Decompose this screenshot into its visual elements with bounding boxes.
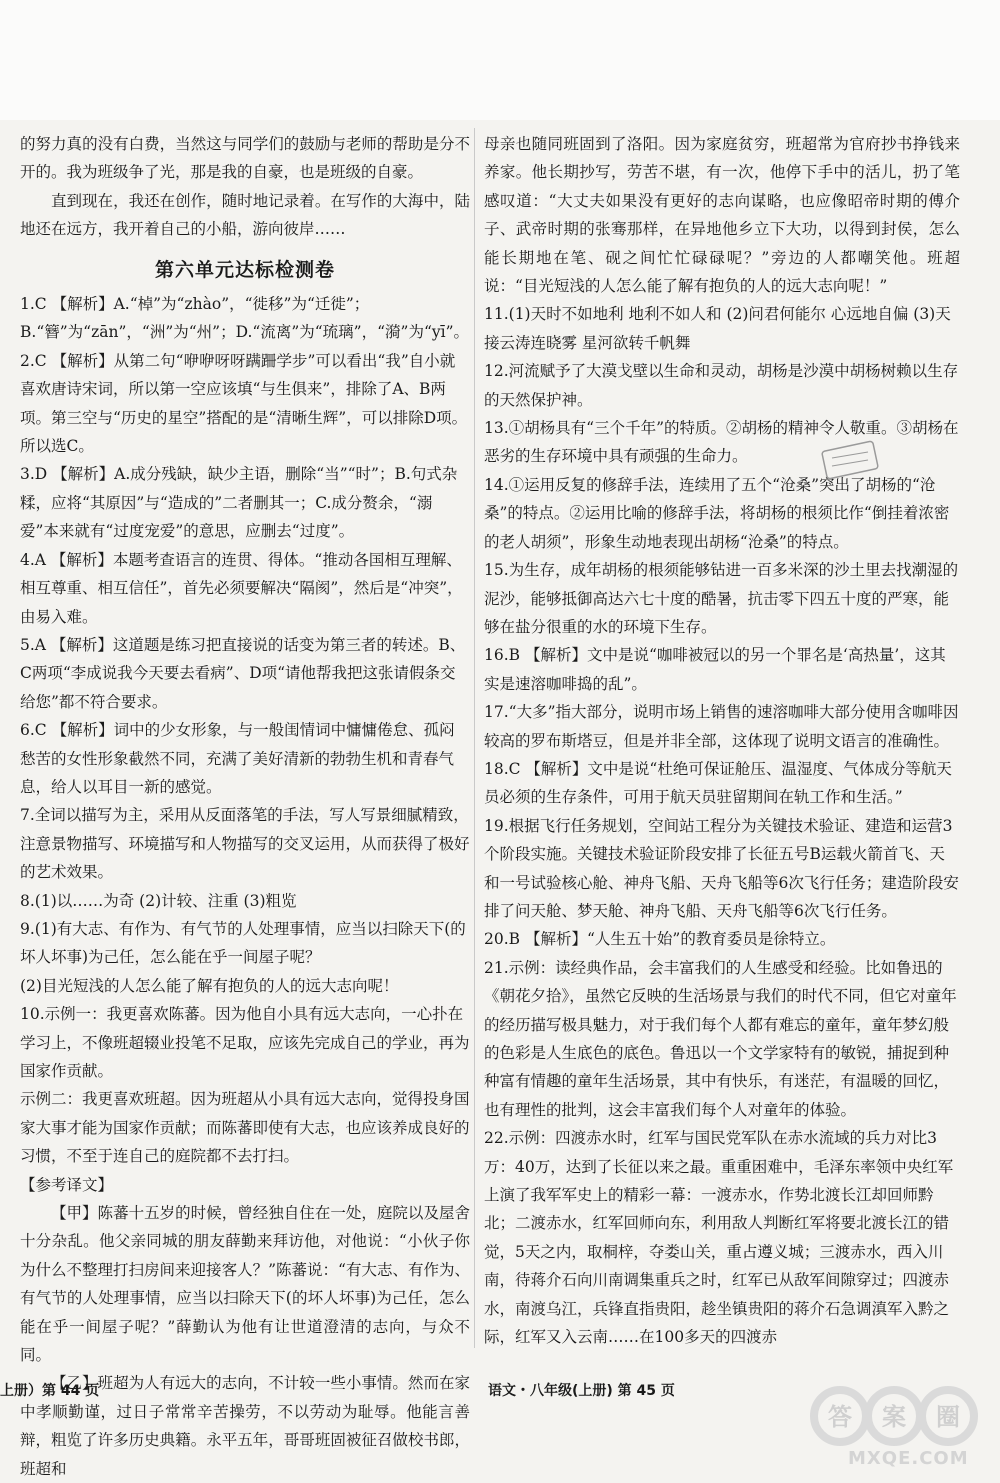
svg-text:案: 案 bbox=[882, 1403, 906, 1431]
answer-item: 10.示例一：我更喜欢陈蕃。因为他自小具有远大志向，一心扑在学习上，不像班超辍业投笔不足取，应该先完成自己的学业，再为国家作贡献。 bbox=[20, 1005, 470, 1080]
answer-item: 1.C 【解析】A.“棹”为“zhào”，“徙移”为“迁徙”；B.“簪”为“zān”，“洲”为“州”；D.“流离”为“琉璃”，“漪”为“yī”。 bbox=[20, 295, 470, 342]
answer-item: (2)目光短浅的人怎么能了解有抱负的人的远大志向呢！ bbox=[20, 976, 399, 995]
answer-item: 12.河流赋予了大漠戈壁以生命和灵动，胡杨是沙漠中胡杨树赖以生存的天然保护神。 bbox=[484, 362, 959, 409]
answer-item: 8.(1)以……为奇 (2)计较、注重 (3)粗览 bbox=[20, 891, 297, 910]
answer-item: 7.全词以描写为主，采用从反面落笔的手法，写人写景细腻精致，注意景物描写、环境描写和人物描写的交叉运用，从而获得了极好的艺术效果。 bbox=[20, 806, 470, 882]
answer-item: 21.示例：读经典作品，会丰富我们的人生感受和经验。比如鲁迅的《朝花夕拾》，虽然它反映的生活场景与我们的时代不同，但它对童年的经历描写极具魅力，对于我们每个人都有难忘的童年，童年梦幻般的色彩是人生底色的底色。鲁迅以一个文学家特有的敏锐，捕捉到种种富有情趣的童年生活场景，其中有快乐，有迷茫，有温暖的回忆，也有理性的批判，这会丰富我们每个人对童年的体验。 bbox=[484, 958, 957, 1119]
translation-paragraph: 【甲】陈蕃十五岁的时候，曾经独自住在一处，庭院以及屋舍十分杂乱。他父亲同城的朋友薛勤来拜访他，对他说：“小伙子你为什么不整理打扫房间来迎接客人？”陈蕃说：“有大志、有作为、有气节的人处理事情，应当以扫除天下(的坏人坏事)为己任，怎么能在乎一间屋子呢？”薛勤认为他有让世道澄清的志向，与众不同。 bbox=[20, 1204, 470, 1365]
answer-item: 19.根据飞行任务规划，空间站工程分为关键技术验证、建造和运营3个阶段实施。关键技术验证阶段安排了长征五号B运载火箭首飞、天和一号试验核心舱、神舟飞船、天舟飞船等6次飞行任务；建造阶段安排了问天舱、梦天舱、神舟飞船、天舟飞船等6次飞行任务。 bbox=[484, 816, 959, 920]
column-divider bbox=[474, 128, 475, 1348]
stamp-mark-icon bbox=[818, 440, 882, 480]
answer-item: 18.C 【解析】文中是说“杜绝可保证舱压、温湿度、气体成分等航天员必须的生存条件，可用于航天员驻留期间在轨工作和生活。” bbox=[484, 759, 952, 807]
svg-text:圈: 圈 bbox=[936, 1403, 960, 1431]
answer-item: 2.C 【解析】从第二句“咿咿呀呀蹒跚学步”可以看出“我”自小就喜欢唐诗宋词，所以第一空应该填“与生俱来”，排除了A、B两项。第三空与“历史的星空”搭配的是“清晰生辉”，可以排除D项。所以选C。 bbox=[20, 351, 468, 456]
answer-item: 9.(1)有大志、有作为、有气节的人处理事情，应当以扫除天下(的坏人坏事)为己任，怎么能在乎一间屋子呢？ bbox=[20, 919, 466, 967]
answer-item: 17.“大多”指大部分，说明市场上销售的速溶咖啡大部分使用含咖啡因较高的罗布斯塔豆，但是并非全部，这体现了说明文语言的准确性。 bbox=[484, 703, 959, 750]
translation-paragraph: 【乙】班超为人有远大的志向，不计较一些小事情。然而在家中孝顺勤谨，过日子常常辛苦操劳，不以劳动为耻辱。他能言善辩，粗览了许多历史典籍。永平五年，哥哥班固被征召做校书郎，班超和 bbox=[20, 1374, 470, 1478]
page-top-margin bbox=[0, 0, 1000, 120]
answer-item: 3.D 【解析】A.成分残缺，缺少主语，删除“当”“时”；B.句式杂糅，应将“其原因”与“造成的”二者删其一；C.成分赘余，“溺爱”本来就有“过度宠爱”的意思，应删去“过度”。 bbox=[20, 465, 458, 541]
intro-paragraph: 的努力真的没有白费，当然这与同学们的鼓励与老师的帮助是分不开的。我为班级争了光，那是我的自豪，也是班级的自豪。 bbox=[20, 135, 470, 182]
page-footer-right: 语文・八年级(上册) 第 45 页 bbox=[488, 1383, 675, 1399]
right-column bbox=[484, 130, 960, 1351]
answer-item: 13.①胡杨具有“三个千年”的特质。②胡杨的精神令人敬重。③胡杨在恶劣的生存环境中具有顽强的生命力。 bbox=[484, 419, 959, 466]
answer-item: 11.(1)天时不如地利 地利不如人和 (2)问君何能尔 心远地自偏 (3)天接云涛连晓雾 星河欲转千帆舞 bbox=[484, 305, 951, 352]
answer-item: 22.示例：四渡赤水时，红军与国民党军队在赤水流域的兵力对比3万：40万，达到了长征以来之最。重重困难中，毛泽东率领中央红军上演了我军军史上的精彩一幕：一渡赤水，作势北渡长江却回师黔北；二渡赤水，红军回师向东，利用敌人判断红军将要北渡长江的错觉，5天之内，取桐梓，夺娄山关，重占遵义城；三渡赤水，西入川南，待蒋介石向川南调集重兵之时，红军已从敌军间隙穿过；四渡赤水，南渡乌江，兵锋直指贵阳，趁坐镇贵阳的蒋介石急调滇军入黔之际，红军又入云南……在100多天的四渡赤 bbox=[484, 1129, 954, 1347]
watermark-text: MXQE.COM bbox=[848, 1448, 969, 1469]
answer-item: 5.A 【解析】这道题是练习把直接说的话变为第三者的转述。B、C两项“李成说我今天要去看病”、D项“请他帮我把这张请假条交给您”都不符合要求。 bbox=[20, 635, 466, 711]
translation-heading: 【参考译文】 bbox=[20, 1175, 114, 1194]
section-title: 第六单元达标检测卷 bbox=[154, 258, 335, 281]
answer-item: 15.为生存，成年胡杨的根须能够钻进一百多米深的沙土里去找潮湿的泥沙，能够抵御高达六七十度的酷暑，抗击零下四五十度的严寒，能够在盐分很重的水的环境下生存。 bbox=[484, 561, 959, 636]
left-column bbox=[20, 130, 470, 1483]
answer-item: 6.C 【解析】词中的少女形象，与一般闺情词中慵慵倦怠、孤闷愁苦的女性形象截然不同，充满了美好清新的勃勃生机和青春气息，给人以耳目一新的感觉。 bbox=[20, 721, 455, 796]
intro-paragraph: 直到现在，我还在创作，随时地记录着。在写作的大海中，陆地还在远方，我开着自己的小船，游向彼岸…… bbox=[20, 191, 470, 239]
answer-item: 16.B 【解析】文中是说“咖啡被冠以的另一个罪名是‘高热量’，这其实是速溶咖啡捣的乱”。 bbox=[484, 646, 946, 693]
svg-text:答: 答 bbox=[828, 1403, 852, 1431]
page-footer-left: 上册）第 44 页 bbox=[0, 1383, 100, 1399]
continuation-paragraph: 母亲也随同班固到了洛阳。因为家庭贫穷，班超常为官府抄书挣钱来养家。他长期抄写，劳苦不堪，有一次，他停下手中的活儿，扔了笔感叹道：“大丈夫如果没有更好的志向谋略，也应像昭帝时期的傅介子、武帝时期的张骞那样，在异地他乡立下大功，以得到封侯，怎么能长期地在笔、砚之间忙忙碌碌呢？”旁边的人都嘲笑他。班超说：“目光短浅的人怎么能了解有抱负的人的远大志向呢！” bbox=[484, 135, 960, 296]
answer-item: 示例二：我更喜欢班超。因为班超从小具有远大志向，觉得投身国家大事才能为国家作贡献；而陈蕃即使有大志，也应该养成良好的习惯，不至于连自己的庭院都不去打扫。 bbox=[20, 1090, 470, 1166]
answer-item: 14.①运用反复的修辞手法，连续用了五个“沧桑”突出了胡杨的“沧桑”的特点。②运用比喻的修辞手法，将胡杨的根须比作“倒挂着浓密的老人胡须”，形象生动地表现出胡杨“沧桑”的特点。 bbox=[484, 475, 950, 551]
answer-item: 20.B 【解析】“人生五十始”的教育委员是徐特立。 bbox=[484, 930, 836, 949]
answer-item: 4.A 【解析】本题考查语言的连贯、得体。“推动各国相互理解、相互尊重、相互信任”，首先必须要解决“隔阂”，然后是“冲突”，由易入难。 bbox=[20, 550, 463, 626]
